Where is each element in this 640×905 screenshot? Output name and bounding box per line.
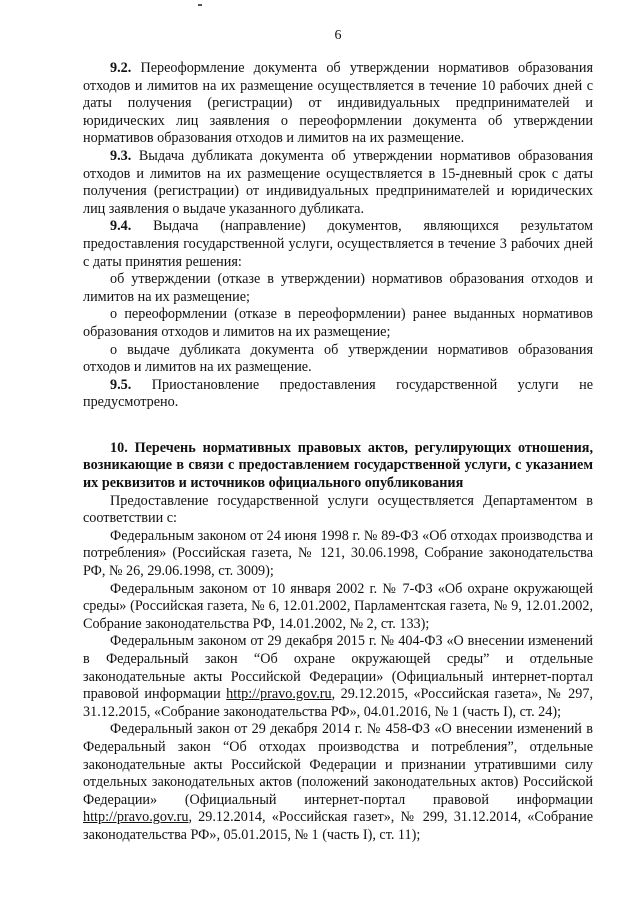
clause-number: 9.5. [110, 376, 132, 393]
clause-number: 9.3. [110, 147, 132, 164]
pravo-link[interactable]: http://pravo.gov.ru [83, 809, 189, 826]
law-89-fz: Федеральным законом от 24 июня 1998 г. № 89-ФЗ «Об отходах производства и потребления» (Российская газета, № 121, 30.06.1998, Собрание законодательства РФ, № 26, 29.06.1998, ст. 3009); [83, 527, 593, 580]
list-item: о переоформлении (отказе в переоформлении) ранее выданных нормативов образования отходов и лимитов на их размещение; [83, 306, 593, 340]
paragraph-9-2: 9.2. Переоформление документа об утверждении нормативов образования отходов и лимитов на их размещение осуществляется в течение 10 рабочих дней с даты получения (регистрации) от индивидуальных предпринимателей и юридических лиц заявления о переоформлении документа об утверждении нормативов образования отходов и лимитов на их размещение. [83, 60, 593, 147]
section-gap [83, 412, 593, 440]
law-458-fz: Федеральный закон от 29 декабря 2014 г. № 458-ФЗ «О внесении изменений в Федеральный закон “Об отходах производства и потребления”, отдельные законодательные акты Российской Федерации и признании утратившими силу отдельных законодательных актов (положений законодательных актов) Российской Федерации» (Официальный интернет-портал правовой информации http://pravo.gov.ru, 29.12.2014, «Российская газет», № 299, 31.12.2014, «Собрание законодательства РФ», 05.01.2015, № 1 (часть I), ст. 11); [83, 721, 593, 843]
list-item: об утверждении (отказе в утверждении) нормативов образования отходов и лимитов на их размещение; [83, 271, 593, 305]
page-number: 6 [334, 28, 342, 43]
law-7-fz: Федеральным законом от 10 января 2002 г. № 7-ФЗ «Об охране окружающей среды» (Российская газета, № 6, 12.01.2002, Парламентская газета, № 9, 12.01.2002, Собрание законодательства РФ, 14.01.2002, № 2, ст. 133); [83, 580, 593, 632]
paragraph-9-3: 9.3. Выдача дубликата документа об утверждении нормативов образования отходов и лимитов на их размещение осуществляется в 15-дневный срок с даты получения (регистрации) от индивидуальных предпринимателей и юридических лиц заявления о выдаче указанного дубликата. [83, 147, 593, 217]
document-body [83, 60, 593, 845]
list-item: о выдаче дубликата документа об утверждении нормативов образования отходов и лимитов на их размещение. [83, 341, 593, 376]
scan-artifact [198, 4, 202, 6]
pravo-link[interactable]: http://pravo.gov.ru [226, 686, 332, 703]
section-10-heading: 10. Перечень нормативных правовых актов, регулирующих отношения, возникающие в связи с предоставлением государственной услуги, с указанием их реквизитов и источников официального опубликования [83, 439, 593, 492]
clause-number: 9.4. [110, 218, 132, 235]
paragraph-9-5: 9.5. Приостановление предоставления государственной услуги не предусмотрено. [83, 376, 593, 411]
paragraph-9-4: 9.4. Выдача (направление) документов, являющихся результатом предоставления государственной услуги, осуществляется в течение 3 рабочих дней с даты принятия решения: [83, 218, 593, 270]
section-10-intro: Предоставление государственной услуги осуществляется Департаментом в соответствии с: [83, 492, 593, 527]
clause-number: 9.2. [110, 60, 132, 76]
law-404-fz: Федеральным законом от 29 декабря 2015 г. № 404-ФЗ «О внесении изменений в Федеральный закон “Об охране окружающей среды” и отдельные законодательные акты Российской Федерации» (Официальный интернет-портал правовой информации http://pravo.gov.ru, 29.12.2015, «Российская газета», № 297, 31.12.2015, «Собрание законодательства РФ», 04.01.2016, № 1 (часть I), ст. 24); [83, 633, 593, 720]
